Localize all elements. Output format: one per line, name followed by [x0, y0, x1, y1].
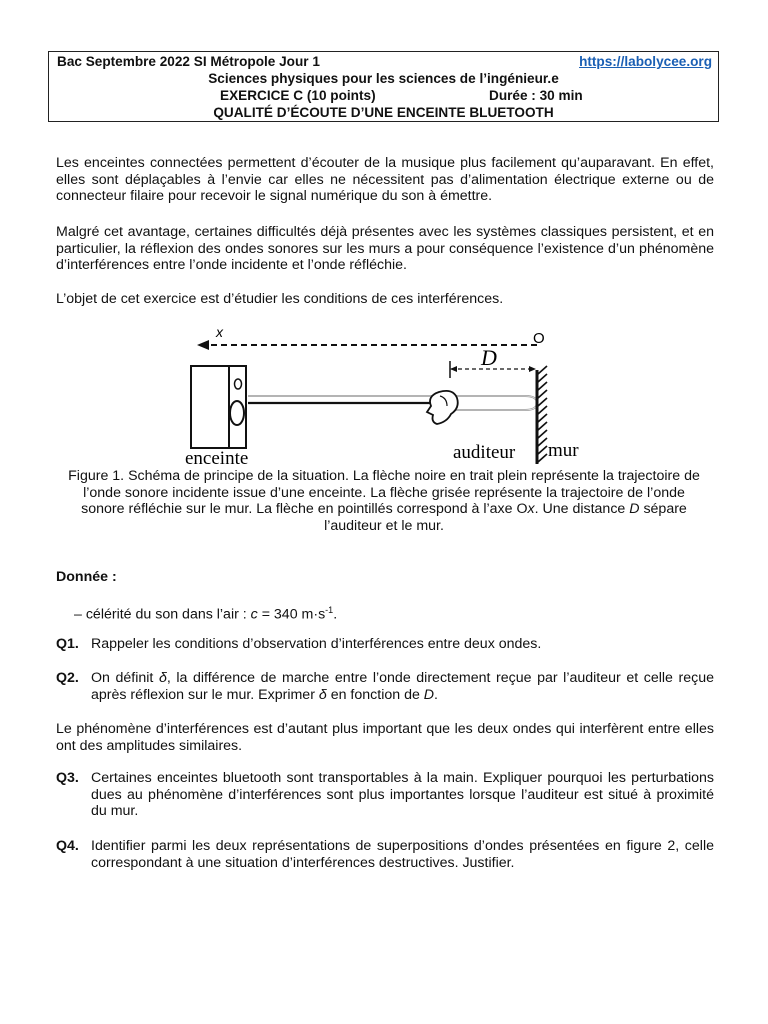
donnee-item: – célérité du son dans l’air : c = 340 $m\cdot s^{-1}$. [74, 605, 338, 623]
wall-label: mur [548, 440, 579, 461]
wall-hatching [538, 366, 547, 462]
figure-1-diagram [185, 318, 585, 466]
distance-d-label: D [481, 345, 497, 370]
exercise-label: EXERCICE C (10 points) [220, 88, 376, 103]
x-axis-arrowhead [197, 340, 209, 350]
axis-origin-label: O [533, 330, 545, 347]
intro-paragraph-1: Les enceintes connectées permettent d’écouter de la musique plus facilement qu’auparavant. En effet, elles sont déplaçables à l’envie car elles ne nécessitent pas d’alimentation électrique externe ou de connecteur filaire pour recevoir le signal numérique du son à émettre. [56, 155, 714, 205]
speaker-label: enceinte [185, 448, 249, 466]
listener-label: auditeur [453, 442, 516, 463]
interference-paragraph: Le phénomène d’interférences est d’autant plus important que les deux ondes qui interfèrent entre elles ont des amplitudes similaires. [56, 721, 714, 754]
question-1: Q1. Rappeler les conditions d’observation d’interférences entre deux ondes. [56, 636, 542, 652]
question-4: Q4. Identifier parmi les deux représentations de superpositions d’ondes présentées en figure 2, celle correspondant à une situation d’interférences destructives. Justifier. [56, 838, 714, 871]
exam-header [48, 51, 719, 122]
question-3: Q3. Certaines enceintes bluetooth sont transportables à la main. Expliquer pourquoi les perturbations dues au phénomène d’interférences sont plus importantes lorsque l’auditeur est situé à proximité du mur. [56, 770, 714, 820]
question-2: Q2. On définit δ, la différence de marche entre l’onde directement reçue par l’auditeur et celle reçue après réflexion sur le mur. Exprimer δ en fonction de D. [56, 670, 715, 703]
exam-subject: Sciences physiques pour les sciences de l’ingénieur.e [208, 71, 559, 86]
exercise-title: QUALITÉ D’ÉCOUTE D’UNE ENCEINTE BLUETOOTH [213, 105, 554, 120]
figure-1-caption: Figure 1. Schéma de principe de la situation. La flèche noire en trait plein représente la trajectoire de l’onde sonore incidente issue d’une enceinte. La flèche grisée représente la trajectoire de l’onde sonore réfléchie sur le mur. La flèche en pointillés correspond à l’axe Ox. Une distance D sépare l’auditeur et le mur. [68, 468, 700, 534]
axis-x-label: x [216, 324, 223, 340]
intro-paragraph-3: L’objet de cet exercice est d’étudier les conditions de ces interférences. [56, 291, 504, 307]
listener-head [427, 391, 458, 424]
labolycee-link[interactable]: https://labolycee.org [579, 54, 712, 69]
intro-paragraph-2: Malgré cet avantage, certaines difficultés déjà présentes avec les systèmes classiques persistent, et en particulier, la réflexion des ondes sonores sur les murs a pour conséquence l’existence d’un phénomène d’interférences entre l’onde incidente et l’onde réfléchie. [56, 224, 714, 274]
exercise-duration: Durée : 30 min [489, 88, 583, 103]
exam-source: Bac Septembre 2022 SI Métropole Jour 1 [57, 54, 320, 69]
donnee-title: Donnée : [56, 569, 117, 585]
